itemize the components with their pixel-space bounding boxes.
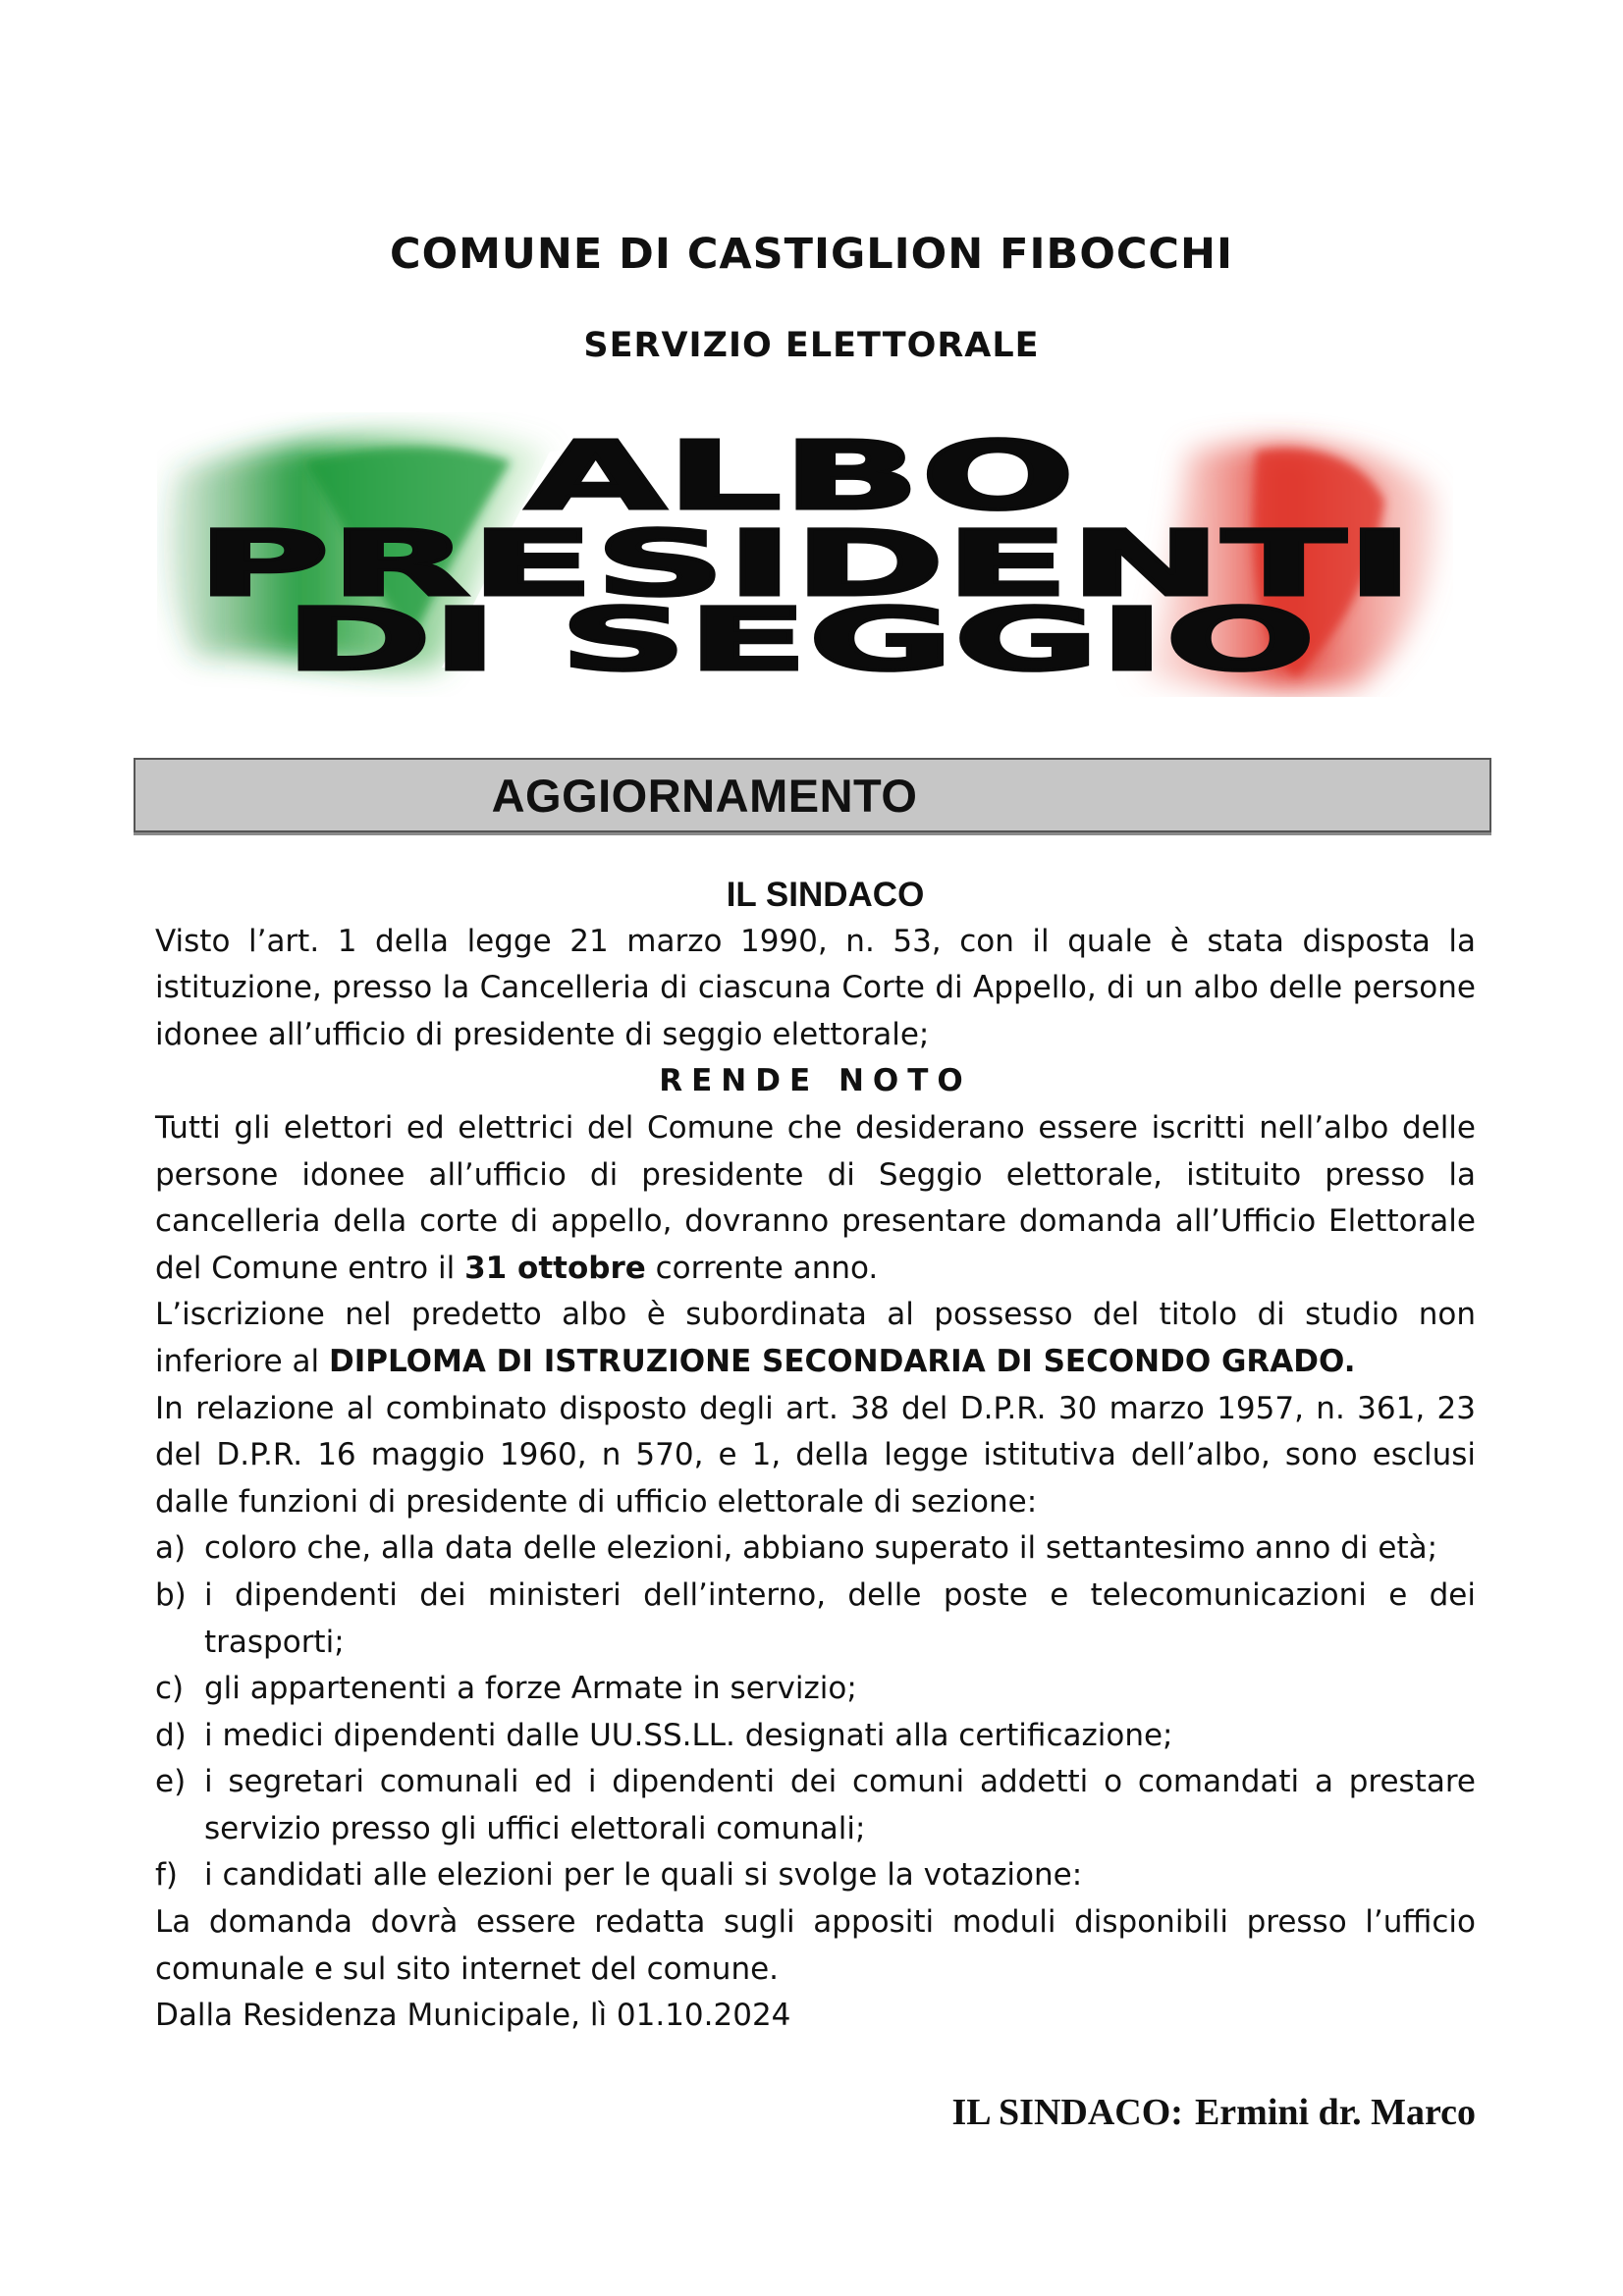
banner-line-presidenti: PRESIDENTI (196, 511, 1414, 616)
list-item-text: i dipendenti dei ministeri dell’interno, delle poste e telecomunicazioni e dei trasporti; (204, 1576, 1476, 1660)
list-item-text: i segretari comunali ed i dipendenti dei comuni addetti o comandati a prestare servizio presso gli uffici elettorali comunali; (204, 1764, 1476, 1846)
deadline-paragraph (155, 1105, 1476, 1292)
requirement-text: L’iscrizione nel predetto albo è subordinata al possesso del titolo di studio non inferiore al (155, 1297, 1476, 1379)
list-item (155, 1525, 1476, 1573)
signature-block (952, 2091, 1477, 2134)
list-item (155, 1573, 1476, 1666)
banner-line-di-seggio: DI SEGGIO (285, 589, 1316, 690)
list-item-mark: e) (155, 1764, 187, 1800)
list-item (155, 1759, 1476, 1852)
albo-banner-graphic (157, 412, 1453, 697)
deadline-text-end: corrente anno. (655, 1250, 879, 1286)
aggiornamento-title: AGGIORNAMENTO (491, 769, 918, 822)
banner-line-albo: ALBO (525, 421, 1075, 531)
requirement-diploma: DIPLOMA DI ISTRUZIONE SECONDARIA DI SECONDO GRADO. (329, 1343, 1356, 1379)
list-item-mark: d) (155, 1717, 187, 1753)
list-item (155, 1666, 1476, 1713)
list-item-mark: a) (155, 1530, 187, 1567)
notice-body (155, 872, 1476, 2040)
list-item-text: i candidati alle elezioni per le quali si svolge la votazione: (204, 1857, 1083, 1894)
exclusion-list (155, 1525, 1476, 1899)
signature-name: Ermini dr. Marco (1194, 2092, 1476, 2133)
list-item (155, 1852, 1476, 1899)
list-item-text: i medici dipendenti dalle UU.SS.LL. designati alla certificazione; (204, 1717, 1173, 1753)
il-sindaco-heading: IL SINDACO (726, 876, 925, 914)
deadline-date: 31 ottobre (464, 1250, 646, 1286)
visto-paragraph: Visto l’art. 1 della legge 21 marzo 1990, n. 53, con il quale è stata disposta la istituzione, presso la Cancelleria di ciascuna Corte di Appello, di un albo delle persone idonee all’ufficio di presidente di seggio elettorale; (155, 923, 1476, 1052)
place-date: Dalla Residenza Municipale, lì 01.10.2024 (155, 1998, 791, 2034)
comune-title: COMUNE DI CASTIGLION FIBOCCHI (390, 230, 1233, 279)
deadline-text: Tutti gli elettori ed elettrici del Comune che desiderano essere iscritti nell’albo delle persone idonee all’ufficio di presidente di Seggio elettorale, istituito presso la cancelleria della corte di appello, dovranno presentare domanda all’Ufficio Elettorale del Comune entro il (155, 1109, 1476, 1286)
requirement-paragraph (155, 1292, 1476, 1385)
list-item-mark: c) (155, 1671, 185, 1707)
exclusion-intro: In relazione al combinato disposto degli art. 38 del D.P.R. 30 marzo 1957, n. 361, 23 del D.P.R. 16 maggio 1960, n 570, e 1, della legge istitutiva dell’albo, sono esclusi dalle funzioni di presidente di ufficio elettorale di sezione: (155, 1390, 1476, 1520)
list-item-text: gli appartenenti a forze Armate in servizio; (204, 1671, 857, 1707)
list-item-mark: f) (155, 1857, 179, 1894)
rende-noto-heading: RENDE NOTO (659, 1063, 972, 1099)
list-item (155, 1713, 1476, 1760)
albo-banner (157, 412, 1453, 697)
domanda-paragraph: La domanda dovrà essere redatta sugli appositi moduli disponibili presso l’ufficio comunale e sul sito internet del comune. (155, 1904, 1476, 1987)
servizio-subtitle: SERVIZIO ELETTORALE (583, 326, 1040, 365)
signature-label: IL SINDACO: (951, 2092, 1183, 2133)
aggiornamento-box (134, 758, 1491, 832)
list-item-text: coloro che, alla data delle elezioni, abbiano superato il settantesimo anno di età; (204, 1530, 1438, 1567)
list-item-mark: b) (155, 1576, 187, 1613)
